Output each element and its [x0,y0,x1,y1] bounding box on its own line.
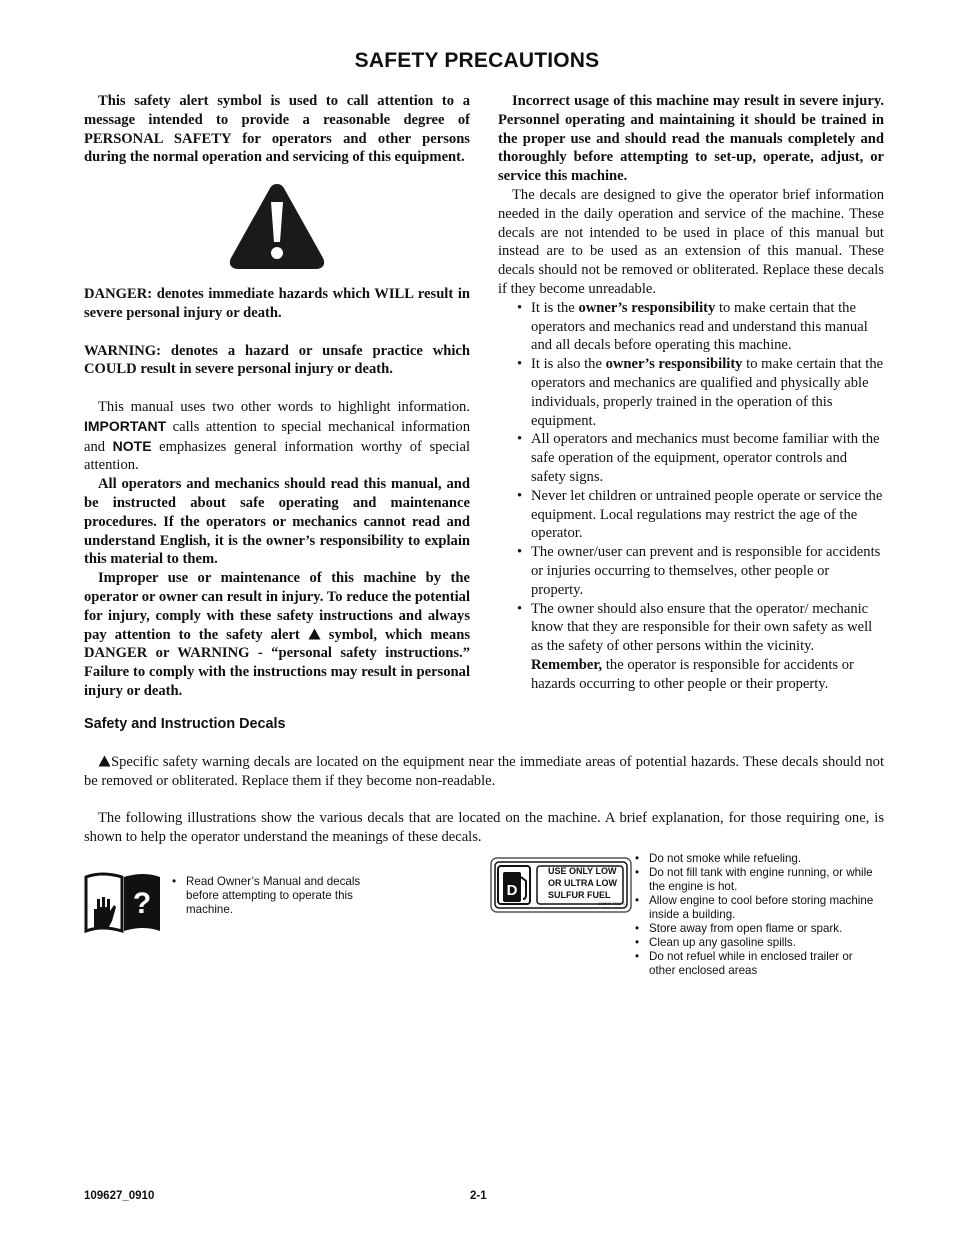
read-manual-paragraph: All operators and mechanics should read this manual, and be instructed about safe operating and maintenance procedures. If the operators or mechanics cannot read and understand English, it is the owner’s responsibility to explain this material to them. [84,476,470,568]
highlight-words-paragraph [84,398,470,475]
page-number: 2-1 [470,1190,487,1202]
improper-use-text-a: Improper use or maintenance of this machine by the operator or owner can result in injury. To reduce the potential for injury, comply with these safety instructions and always pay attention to the safety alert [84,570,470,643]
list-item: • Never let children or untrained people operate or service the equipment. Local regulations may restrict the age of the operator. [531,487,884,543]
note-description: emphasizes general information worthy of special attention. [84,438,470,474]
list-item: • It is the owner’s responsibility to make certain that the operators and mechanics read and understand this manual and all decals before operating this machine. [531,299,884,355]
list-item: • Do not refuel while in enclosed trailer or other enclosed areas [635,950,875,978]
incorrect-usage-paragraph: Incorrect usage of this machine may result in severe injury. Personnel operating and maintaining it should be trained in the proper use and should read the manuals completely and thoroughly before attempting to set-up, operate, adjust, or service this machine. [498,93,884,185]
intro-paragraph: This safety alert symbol is used to call attention to a message intended to provide a reasonable degree of PERSONAL SAFETY for operators and other persons during the normal operation and servicing of this equipment. [84,93,470,166]
page-title: SAFETY PRECAUTIONS [354,49,600,72]
fuel-decal-part-number: 128649 0811 S [598,901,625,906]
list-item: • Do not fill tank with engine running, or while the engine is hot. [635,866,875,894]
important-keyword: IMPORTANT [84,417,167,434]
owners-manual-decal-icon [84,869,162,935]
danger-definition: DANGER: denotes immediate hazards which WILL result in severe personal injury or death. [84,286,470,321]
document-number: 109627_0910 [84,1190,155,1202]
owners-manual-decal-notes [172,875,392,917]
improper-use-paragraph [84,569,470,701]
right-column [498,92,884,694]
warning-definition: WARNING: denotes a hazard or unsafe practice which COULD result in severe personal injury or death. [84,342,470,378]
decals-section-heading: Safety and Instruction Decals [84,716,286,732]
list-item: • The owner should also ensure that the operator/ mechanic know that they are responsible for their own safety as well as the safety of other persons within the vicinity. Remember, the operator is responsible for accidents or hazards occurring to other people or their property. [531,600,884,694]
decals-paragraph-1: Specific safety warning decals are located on the equipment near the immediate areas of potential hazards. These decals should not be removed or obliterated. Replace them if they become non-readable. [84,754,884,789]
svg-text:D: D [506,882,518,899]
list-item: • Read Owner’s Manual and decals before attempting to operate this machine. [172,875,392,917]
important-description: calls attention to special mechanical information and [84,418,470,455]
decals-intro-paragraph: The decals are designed to give the operator brief information needed in the daily operation and service of the machine. These decals are not intended to be used in place of this manual but instead are to be used as an extension of this manual. These decals should not be removed or obliterated. Replace these decals if they become unreadable. [498,186,884,297]
fuel-decal-notes [635,852,875,978]
list-item: • All operators and mechanics must become familiar with the safe operation of the equipment, operator controls and safety signs. [531,430,884,486]
note-keyword: NOTE [112,437,152,454]
decals-paragraph-2: The following illustrations show the various decals that are located on the machine. A brief explanation, for those requiring one, is shown to help the operator understand the meanings of these decals. [84,810,884,845]
list-item: • Store away from open flame or spark. [635,922,875,936]
warning-triangle-icon [227,180,327,272]
list-item: • Do not smoke while refueling. [635,852,875,866]
list-item: • Allow engine to cool before storing machine inside a building. [635,894,875,922]
list-item: • Clean up any gasoline spills. [635,936,875,950]
safety-alert-inline-icon [98,755,111,767]
safety-alert-symbol [84,167,470,285]
list-item: • The owner/user can prevent and is responsible for accidents or injuries occurring to themselves, other people or property. [531,543,884,599]
responsibility-list [498,299,884,694]
left-column [84,92,470,701]
safety-alert-inline-icon [308,628,321,640]
improper-use-text-b: symbol, which means DANGER or WARNING - “personal safety instructions.” Failure to comply with the instructions may result in personal injury or death. [84,626,471,699]
list-item: • It is also the owner’s responsibility to make certain that the operators and mechanics are qualified and physically able individuals, properly trained in the operation of this equipment. [531,355,884,430]
svg-text:?: ? [132,887,152,920]
fuel-decal-label: USE ONLY LOW OR ULTRA LOW SULFUR FUEL [548,866,617,900]
highlight-intro: This manual uses two other words to highlight information. [98,398,470,415]
